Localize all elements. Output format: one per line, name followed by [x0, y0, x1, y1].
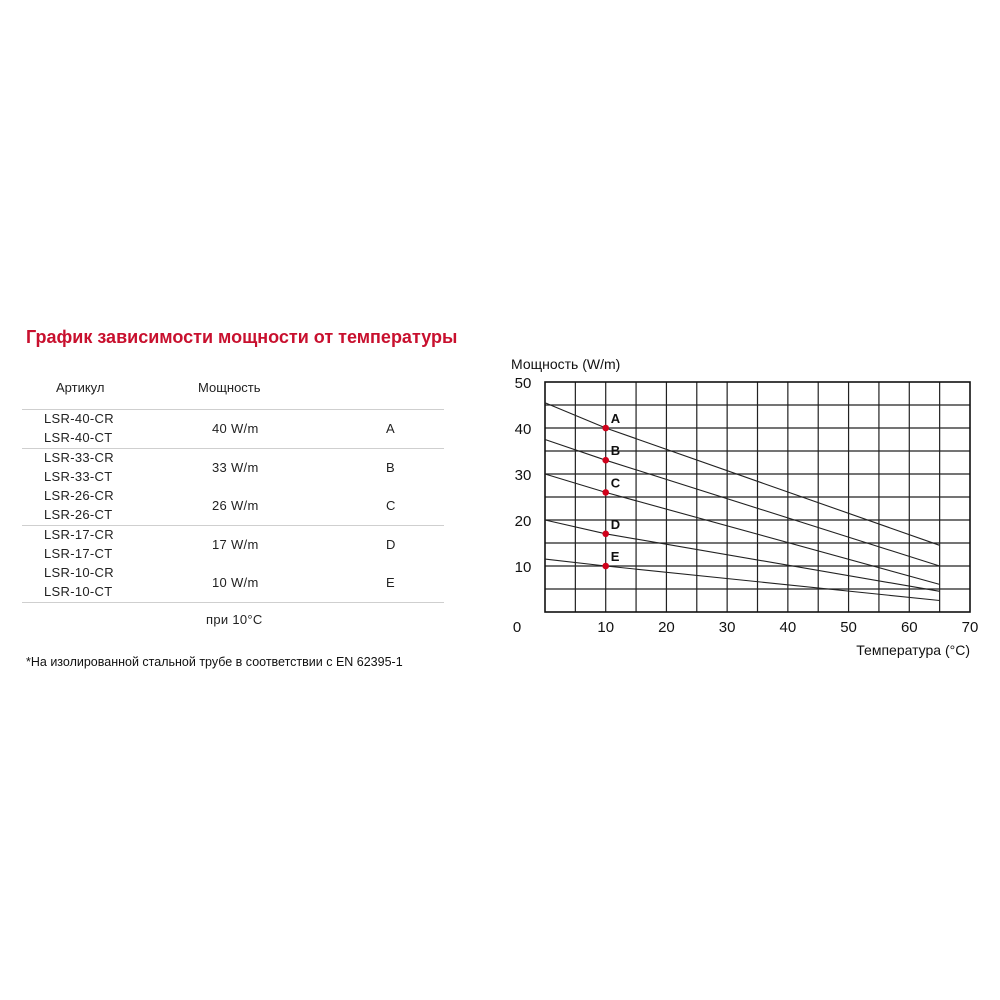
y-tick-label: 30 — [514, 467, 532, 484]
article-code: LSR-17-CR — [44, 526, 114, 542]
power-value: 40 W/m — [212, 421, 259, 436]
article-code: LSR-26-CT — [44, 507, 113, 522]
series-label-c: C — [610, 475, 621, 491]
y-tick-label: 20 — [514, 513, 532, 530]
article-code: LSR-17-CT — [44, 545, 113, 561]
article-code: LSR-40-CT — [44, 430, 113, 445]
series-label-b: B — [610, 443, 621, 459]
article-code: LSR-10-CR — [44, 565, 114, 580]
y-tick-label: 50 — [514, 375, 532, 392]
power-value: 10 W/m — [212, 575, 259, 590]
article-code: LSR-33-CT — [44, 468, 113, 484]
series-label-e: E — [610, 549, 620, 564]
curve-letter: B — [386, 459, 395, 475]
footnote: *На изолированной стальной трубе в соответствии с EN 62395-1 — [26, 655, 403, 669]
header-power: Мощность — [198, 380, 261, 395]
data-point-b — [602, 457, 609, 464]
data-point-d — [602, 531, 609, 538]
series-label-d: D — [610, 516, 621, 532]
power-value: 33 W/m — [212, 459, 259, 475]
chart-title: График зависимости мощности от температуры — [26, 327, 458, 347]
x-tick-label: 70 — [961, 619, 979, 636]
curve-letter: A — [386, 421, 395, 436]
y-tick-label: 10 — [514, 559, 532, 576]
x-tick-label: 0 — [512, 619, 522, 636]
header-article: Артикул — [56, 380, 105, 395]
data-point-c — [602, 489, 609, 496]
data-point-a — [602, 425, 609, 432]
curve-letter: C — [386, 498, 396, 513]
power-value: 26 W/m — [212, 498, 259, 513]
y-axis-title: Мощность (W/m) — [511, 356, 621, 372]
x-tick-label: 40 — [779, 619, 797, 636]
article-code: LSR-10-CT — [44, 584, 113, 599]
article-code: LSR-26-CR — [44, 488, 114, 503]
x-tick-label: 10 — [597, 619, 615, 636]
article-code: LSR-33-CR — [44, 449, 114, 465]
x-tick-label: 30 — [718, 619, 736, 636]
x-tick-label: 60 — [900, 619, 918, 636]
curve-letter: E — [386, 575, 395, 590]
table-note: при 10°C — [206, 612, 263, 627]
x-tick-label: 50 — [840, 619, 857, 636]
data-point-e — [602, 563, 609, 570]
power-value: 17 W/m — [212, 536, 259, 552]
x-tick-label: 20 — [658, 619, 675, 636]
y-tick-label: 40 — [514, 421, 532, 438]
curve-letter: D — [386, 536, 396, 552]
article-code: LSR-40-CR — [44, 411, 114, 426]
series-label-a: A — [610, 411, 621, 426]
x-axis-title: Температура (°C) — [856, 642, 970, 658]
